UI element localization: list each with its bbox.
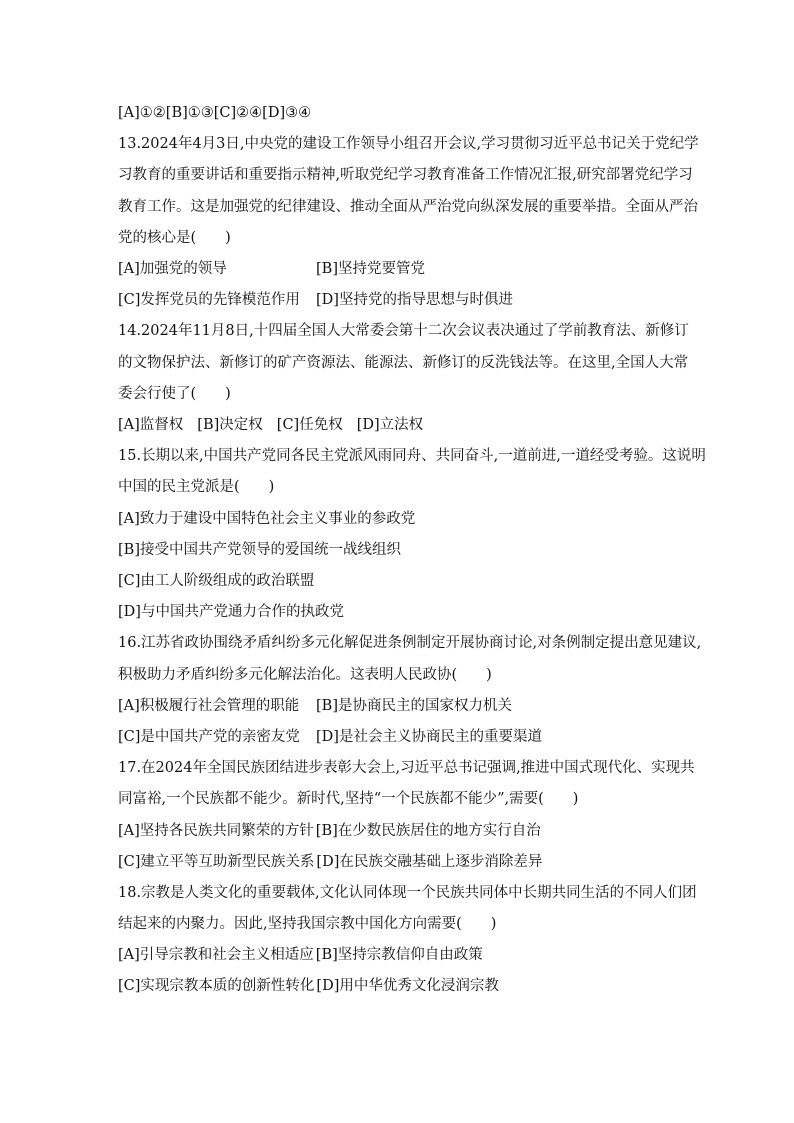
option-c[interactable]: [C]任免权 (276, 416, 343, 433)
option-a[interactable]: [A]积极履行社会管理的职能 (118, 697, 300, 714)
question-18-stem-line: 结起来的内聚力。因此,坚持我国宗教中国化方向需要( ) (118, 916, 497, 933)
exam-page (118, 98, 706, 1003)
question-17-stem-line: 同富裕,一个民族都不能少。新时代,坚持“一个民族都不能少”,需要( ) (118, 791, 579, 808)
question-16 (118, 628, 702, 753)
option-b[interactable]: [B]接受中国共产党领导的爱国统一战线组织 (118, 541, 401, 558)
option-d[interactable]: [D]用中华优秀文化浸润宗教 (316, 978, 499, 995)
question-16-stem-line: 16.江苏省政协围绕矛盾纠纷多元化解促进条例制定开展协商讨论,对条例制定提出意见建议, (118, 635, 702, 652)
option-d[interactable]: [D]在民族交融基础上逐步消除差异 (316, 853, 543, 870)
option-d[interactable]: [D]立法权 (356, 416, 424, 433)
option-b[interactable]: [B]在少数民族居住的地方实行自治 (315, 822, 541, 839)
question-14 (118, 316, 689, 441)
question-14-stem-line: 的文物保护法、新修订的矿产资源法、能源法、新修订的反洗钱法等。在这里,全国人大常 (118, 354, 689, 371)
question-16-options-row-2 (118, 722, 683, 753)
option-b[interactable]: [B]决定权 (197, 416, 263, 433)
option-c[interactable]: [C]实现宗教本质的创新性转化 (118, 978, 315, 995)
option-c[interactable]: [C]是中国共产党的亲密友党 (118, 728, 300, 745)
option-d[interactable]: [D]坚持党的指导思想与时俱进 (316, 292, 513, 309)
option-d[interactable]: [D]是社会主义协商民主的重要渠道 (316, 728, 542, 745)
question-16-stem-line: 积极助力矛盾纠纷多元化解法治化。这表明人民政协( ) (118, 666, 492, 683)
question-13-stem-line: 13.2024年4月3日,中央党的建设工作领导小组召开会议,学习贯彻习近平总书记关于党纪学 (118, 136, 699, 153)
option-c[interactable]: [C]由工人阶级组成的政治联盟 (118, 572, 315, 589)
question-13-stem-line: 习教育的重要讲话和重要指示精神,听取党纪学习教育准备工作情况汇报,研究部署党纪学习 (118, 167, 693, 184)
question-15-stem-line: 15.长期以来,中国共产党同各民主党派风雨同舟、共同奋斗,一道前进,一道经受考验。这说明 (118, 448, 706, 465)
question-14-stem-line: 14.2024年11月8日,十四届全国人大常委会第十二次会议表决通过了学前教育法、新修订 (118, 323, 689, 340)
option-b[interactable]: [B]是协商民主的国家权力机关 (316, 697, 512, 714)
question-14-options-row (118, 410, 683, 441)
option-c[interactable]: [C]建立平等互助新型民族关系 (118, 853, 315, 870)
question-17-options-row-1 (118, 816, 683, 847)
option-a[interactable]: [A]致力于建设中国特色社会主义事业的参政党 (118, 510, 416, 527)
q12-options: [A]①②[B]①③[C]②④[D]③④ (118, 105, 312, 121)
option-b[interactable]: [B]坚持党要管党 (316, 261, 425, 277)
option-a[interactable]: [A]加强党的领导 (118, 261, 227, 277)
question-18 (118, 878, 697, 1003)
option-a[interactable]: [A]监督权 (118, 416, 184, 433)
question-18-options-row-1 (118, 940, 683, 971)
question-15 (118, 441, 706, 628)
question-18-stem-line: 18.宗教是人类文化的重要载体,文化认同体现一个民族共同体中长期共同生活的不同人们团 (118, 884, 697, 901)
question-15-stem-line: 中国的民主党派是( ) (118, 479, 275, 496)
question-13-options-row-2 (118, 285, 683, 316)
question-13-stem-line: 党的核心是( ) (118, 229, 231, 246)
question-13-stem-line: 教育工作。这是加强党的纪律建设、推动全面从严治党向纵深发展的重要举措。全面从严治 (118, 198, 698, 215)
option-d[interactable]: [D]与中国共产党通力合作的执政党 (118, 604, 344, 621)
question-17-options-row-2 (118, 847, 683, 878)
question-13 (118, 129, 699, 316)
question-18-options-row-2 (118, 971, 683, 1002)
option-c[interactable]: [C]发挥党员的先锋模范作用 (118, 292, 300, 309)
question-14-stem-line: 委会行使了( ) (118, 385, 231, 402)
option-b[interactable]: [B]坚持宗教信仰自由政策 (315, 947, 483, 964)
question-13-options-row-1 (118, 254, 683, 285)
question-17-stem-line: 17.在2024年全国民族团结进步表彰大会上,习近平总书记强调,推进中国式现代化、实现共 (118, 760, 695, 777)
option-a[interactable]: [A]坚持各民族共同繁荣的方针 (118, 822, 314, 839)
question-16-options-row-1 (118, 691, 683, 722)
question-17 (118, 753, 695, 878)
option-a[interactable]: [A]引导宗教和社会主义相适应 (118, 947, 314, 964)
